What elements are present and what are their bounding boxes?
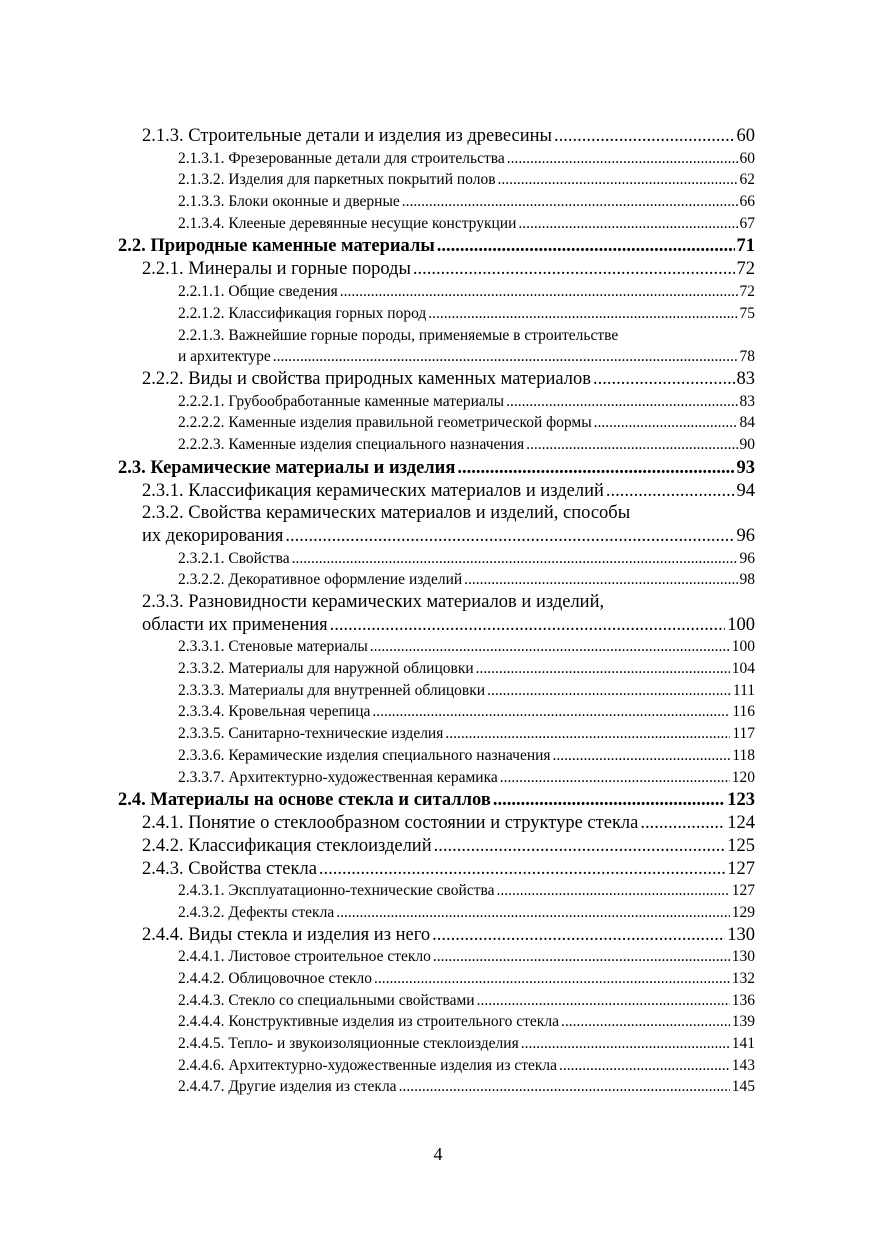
dot-leader [445, 723, 730, 745]
toc-entry-title: 2.3.2.1. Свойства [178, 549, 290, 567]
dot-leader [559, 1055, 730, 1077]
dot-leader [477, 990, 730, 1012]
toc-entry-title: 2.4.4.2. Облицовочное стекло [178, 970, 373, 988]
toc-entry [118, 125, 755, 148]
toc-entry-title: 2.3.3.7. Архитектурно-художественная керамика [178, 768, 498, 786]
toc-entry [118, 614, 755, 637]
toc-entry-page: 132 [731, 970, 755, 988]
toc-entry-page: 83 [739, 392, 755, 410]
toc-entry [118, 434, 755, 456]
toc-entry [118, 858, 755, 881]
dot-leader [292, 548, 738, 570]
toc-entry-page: 96 [739, 549, 755, 567]
toc-entry-page: 116 [732, 703, 755, 721]
toc-entry-title: 2.4.4.4. Конструктивные изделия из строительного стекла [178, 1013, 559, 1031]
toc-entry-page: 72 [739, 283, 755, 301]
toc-entry-page: 127 [731, 882, 755, 900]
toc-entry [118, 412, 755, 434]
toc-entry-page: 130 [731, 948, 755, 966]
toc-entry-page: 94 [736, 480, 755, 501]
toc-entry-title: 2.3.3.2. Материалы для наружной облицовки [178, 660, 474, 678]
dot-leader [434, 835, 726, 858]
toc-entry-title: 2.4.4.6. Архитектурно-художественные изделия из стекла [178, 1056, 558, 1074]
dot-leader [496, 880, 729, 902]
toc-entry-page: 123 [727, 790, 755, 811]
dot-leader [457, 456, 734, 480]
toc-entry [118, 880, 755, 902]
toc-entry-title: 2.1.3.4. Клееные деревянные несущие конструкции [178, 214, 517, 232]
toc-entry [118, 148, 755, 170]
toc-entry-page: 139 [731, 1013, 755, 1031]
dot-leader [372, 701, 730, 723]
toc-entry-page: 60 [739, 149, 755, 167]
toc-entry-title: 2.4. Материалы на основе стекла и ситаллов [118, 790, 491, 811]
toc-entry-title: 2.4.4.7. Другие изделия из стекла [178, 1078, 397, 1096]
toc-entry-page: 96 [736, 525, 755, 546]
toc-entry-title: 2.3.2. Свойства керамических материалов и изделий, способы [142, 503, 631, 524]
toc-entry-title: 2.3.3.5. Санитарно-технические изделия [178, 725, 444, 743]
toc-entry-page: 127 [727, 858, 755, 879]
toc-entry-page: 117 [732, 725, 755, 743]
toc-entry [118, 723, 755, 745]
dot-leader [593, 368, 734, 391]
dot-leader [518, 213, 737, 235]
dot-leader [521, 1033, 730, 1055]
dot-leader [526, 434, 737, 456]
toc-entry-page: 62 [739, 171, 755, 189]
toc-entry-title: 2.2.1.3. Важнейшие горные породы, применяемые в строительстве [178, 326, 619, 344]
toc-entry-title: 2.3.1. Классификация керамических материалов и изделий [142, 480, 604, 501]
dot-leader [370, 636, 730, 658]
toc-entry [118, 169, 755, 191]
toc-entry-page: 145 [731, 1078, 755, 1096]
dot-leader [594, 412, 738, 434]
toc-entry-title: 2.4.4.5. Тепло- и звукоизоляционные стеклоизделия [178, 1035, 519, 1053]
toc-entry-title: 2.2.2.3. Каменные изделия специального назначения [178, 435, 525, 453]
dot-leader [413, 258, 735, 281]
dot-leader [433, 946, 730, 968]
toc-entry [118, 702, 755, 724]
toc-entry-page: 72 [736, 259, 755, 280]
toc-entry-page: 93 [736, 457, 755, 478]
dot-leader [487, 680, 731, 702]
dot-leader [319, 858, 725, 881]
toc-entry-title: 2.4.4.1. Листовое строительное стекло [178, 948, 431, 966]
toc-entry [118, 990, 755, 1012]
toc-entry [118, 569, 755, 591]
dot-leader [285, 525, 734, 548]
toc-entry-page: 100 [731, 638, 755, 656]
toc-entry-page: 78 [739, 348, 755, 366]
toc-entry-page: 104 [731, 660, 755, 678]
toc-entry-page: 67 [739, 214, 755, 232]
toc-entry-page: 129 [731, 903, 755, 921]
toc-entry-title: 2.4.4.3. Стекло со специальными свойствами [178, 991, 475, 1009]
toc-entry-page: 124 [727, 813, 755, 834]
toc-entry-title: 2.3.3.4. Кровельная черепица [178, 703, 371, 721]
toc-entry-title: 2.2.2.1. Грубообработанные каменные материалы [178, 392, 505, 410]
dot-leader [399, 1076, 730, 1098]
dot-leader [402, 191, 738, 213]
toc-entry [118, 968, 755, 990]
toc-entry-page: 90 [739, 435, 755, 453]
toc-entry [118, 924, 755, 947]
toc-entry [118, 1077, 755, 1099]
toc-entry-page: 98 [739, 571, 755, 589]
toc-entry [118, 812, 755, 835]
toc-entry-title: 2.3.3.3. Материалы для внутренней облицовки [178, 681, 486, 699]
toc-entry-page: 125 [727, 835, 755, 856]
dot-leader [432, 924, 725, 947]
dot-leader [330, 614, 726, 637]
dot-leader [340, 281, 738, 303]
toc-entry [118, 1033, 755, 1055]
toc-entry-page: 120 [731, 768, 755, 786]
toc-entry-title: и архитектуре [178, 348, 271, 366]
toc-entry [118, 788, 755, 812]
toc-entry-title: 2.2. Природные каменные материалы [118, 236, 435, 257]
toc-entry [118, 480, 755, 503]
toc-entry-page: 111 [732, 681, 755, 699]
toc-entry-page: 66 [739, 193, 755, 211]
toc-entry [118, 636, 755, 658]
toc-entry [118, 191, 755, 213]
toc-entry [118, 368, 755, 391]
toc-entry-page: 130 [727, 924, 755, 945]
toc-entry-page: 100 [727, 614, 755, 635]
toc-entry-title: 2.3.3.1. Стеновые материалы [178, 638, 368, 656]
table-of-contents [118, 125, 755, 1098]
toc-entry-page: 71 [736, 236, 755, 257]
toc-entry-title: 2.2.2. Виды и свойства природных каменных материалов [142, 368, 592, 389]
dot-leader [506, 391, 737, 413]
toc-entry [118, 680, 755, 702]
dot-leader [640, 812, 725, 835]
toc-entry [118, 548, 755, 570]
toc-entry-title: области их применения [142, 614, 328, 635]
toc-entry-title: 2.4.3.1. Эксплуатационно-технические свойства [178, 882, 495, 900]
dot-leader [553, 745, 731, 767]
page-number: 4 [433, 1144, 443, 1164]
toc-entry [118, 902, 755, 924]
toc-entry-page: 143 [731, 1056, 755, 1074]
dot-leader [493, 788, 725, 812]
dot-leader [273, 346, 738, 368]
toc-entry-title: 2.2.1.2. Классификация горных пород [178, 304, 427, 322]
dot-leader [507, 148, 738, 170]
toc-entry [118, 835, 755, 858]
toc-entry [118, 213, 755, 235]
toc-entry-title: их декорирования [142, 525, 284, 546]
toc-entry [118, 281, 755, 303]
toc-entry-page: 75 [739, 304, 755, 322]
toc-entry-page: 136 [731, 991, 755, 1009]
toc-entry-title: 2.4.2. Классификация стеклоизделий [142, 835, 432, 856]
toc-entry [118, 1011, 755, 1033]
toc-entry-title: 2.3.2.2. Декоративное оформление изделий [178, 571, 463, 589]
dot-leader [374, 968, 730, 990]
toc-entry [118, 346, 755, 368]
toc-entry-title: 2.2.1. Минералы и горные породы [142, 259, 411, 280]
toc-entry-title: 2.4.4. Виды стекла и изделия из него [142, 924, 431, 945]
toc-entry [118, 456, 755, 480]
toc-entry-title: 2.1.3.1. Фрезерованные детали для строительства [178, 149, 505, 167]
toc-entry [118, 946, 755, 968]
toc-entry [118, 234, 755, 258]
toc-entry [118, 391, 755, 413]
toc-entry [118, 525, 755, 548]
toc-entry-page: 84 [739, 414, 755, 432]
toc-entry-page: 83 [736, 368, 755, 389]
toc-entry-title: 2.2.1.1. Общие сведения [178, 283, 338, 301]
toc-entry-title: 2.4.3.2. Дефекты стекла [178, 903, 335, 921]
dot-leader [498, 169, 738, 191]
toc-entry-title: 2.1.3.3. Блоки оконные и дверные [178, 193, 400, 211]
dot-leader [500, 767, 730, 789]
toc-entry-title: 2.2.2.2. Каменные изделия правильной геометрической формы [178, 414, 592, 432]
toc-entry-page: 141 [731, 1035, 755, 1053]
toc-entry [118, 658, 755, 680]
dot-leader [554, 125, 735, 148]
dot-leader [476, 658, 730, 680]
dot-leader [561, 1011, 730, 1033]
toc-entry-title: 2.3.3. Разновидности керамических материалов и изделий, [142, 592, 605, 613]
toc-entry [118, 767, 755, 789]
toc-entry [118, 745, 755, 767]
toc-entry-title: 2.4.3. Свойства стекла [142, 858, 317, 879]
dot-leader [464, 569, 737, 591]
toc-entry-page: 60 [736, 125, 755, 146]
toc-entry-title: 2.3. Керамические материалы и изделия [118, 457, 456, 478]
toc-entry-title: 2.1.3. Строительные детали и изделия из древесины [142, 125, 552, 146]
toc-entry-page: 118 [732, 746, 755, 764]
toc-entry-title: 2.1.3.2. Изделия для паркетных покрытий полов [178, 171, 496, 189]
toc-entry [118, 258, 755, 281]
toc-entry [118, 303, 755, 325]
dot-leader [606, 480, 735, 503]
toc-entry-title: 2.4.1. Понятие о стеклообразном состоянии и структуре стекла [142, 813, 639, 834]
dot-leader [428, 303, 737, 325]
toc-entry [118, 1055, 755, 1077]
dot-leader [336, 902, 730, 924]
dot-leader [437, 234, 735, 258]
toc-entry-title: 2.3.3.6. Керамические изделия специального назначения [178, 746, 551, 764]
